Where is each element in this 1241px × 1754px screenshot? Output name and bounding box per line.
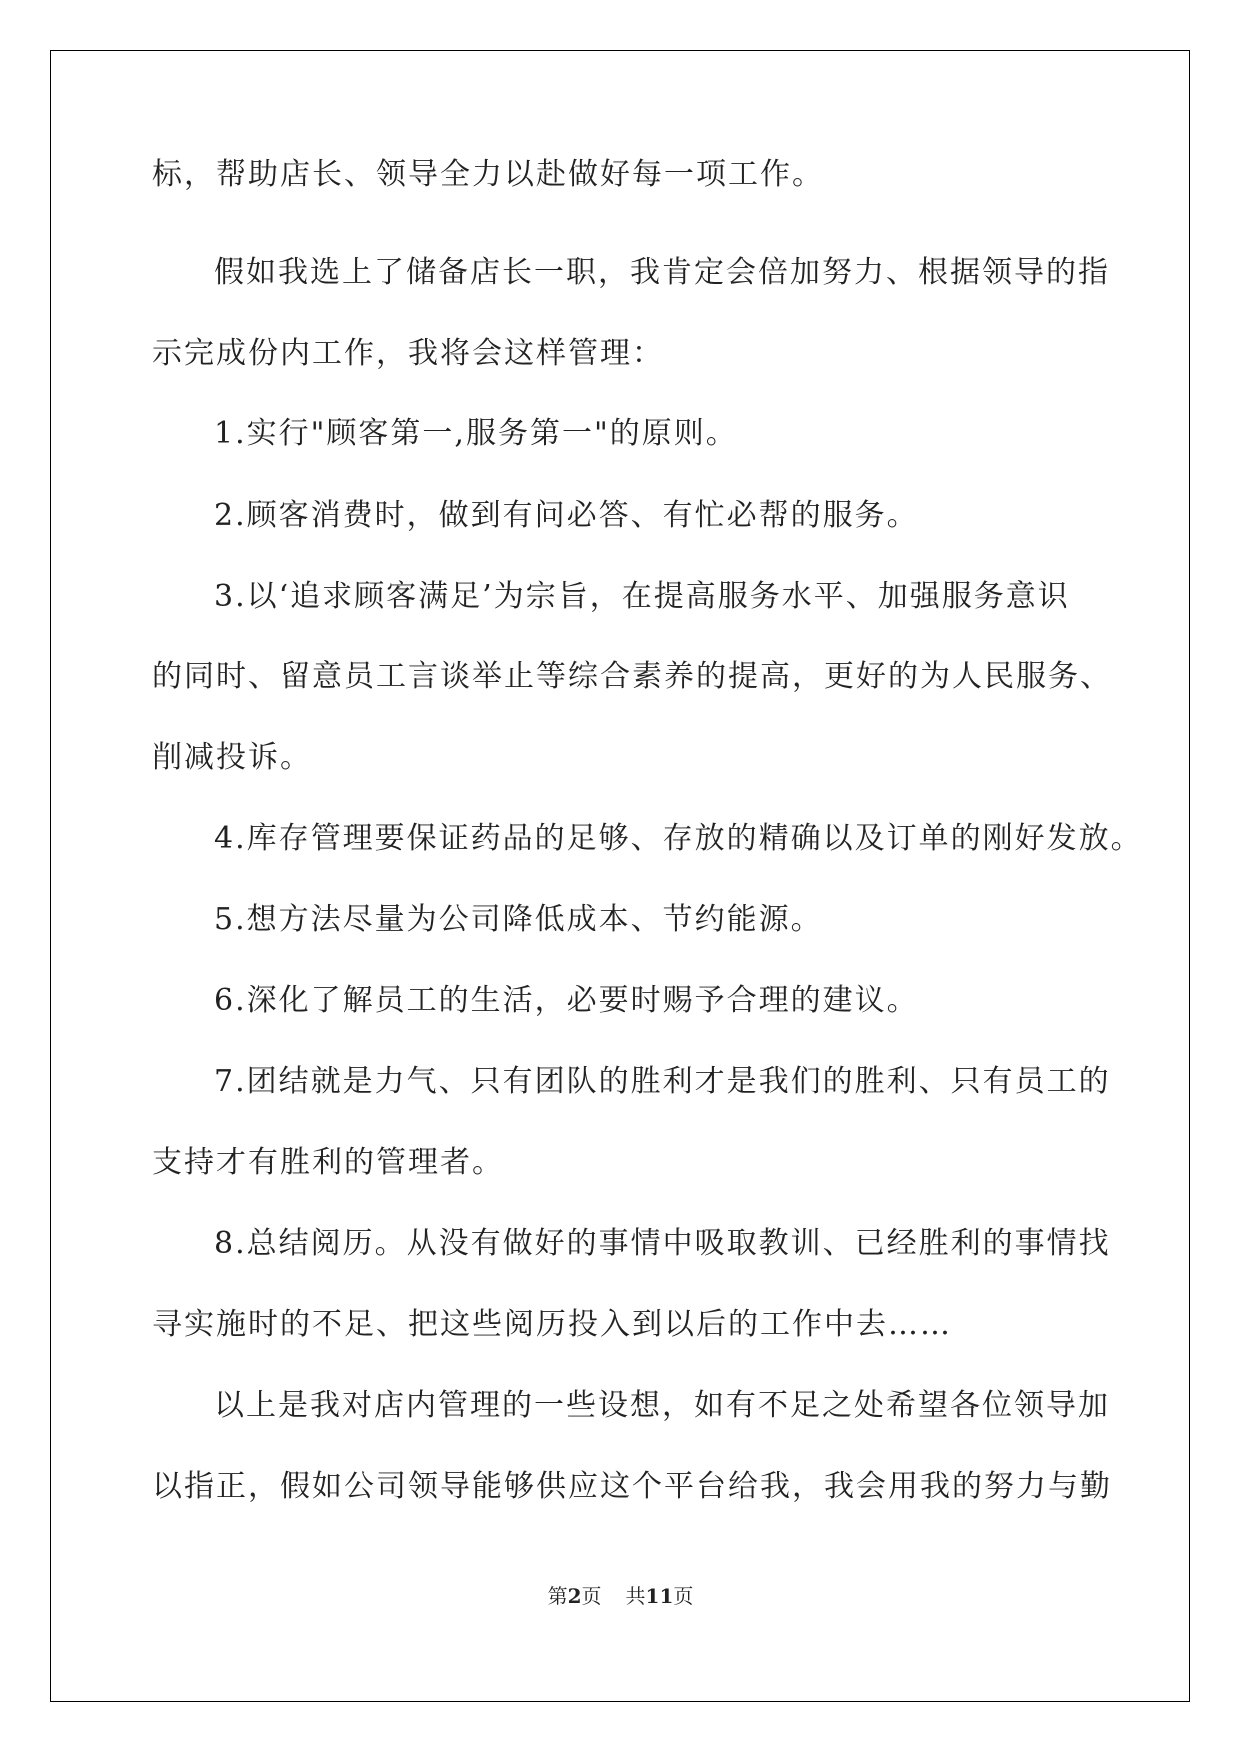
list-item-6: 6.深化了解员工的生活，必要时赐予合理的建议。 — [214, 983, 919, 1018]
text-line: 的同时、留意员工言谈举止等综合素养的提高，更好的为人民服务、 — [152, 659, 1112, 694]
text-line: 支持才有胜利的管理者。 — [152, 1145, 504, 1180]
page-suffix: 页 — [581, 1584, 602, 1608]
list-item-5: 5.想方法尽量为公司降低成本、节约能源。 — [214, 902, 823, 937]
page-prefix: 第 — [547, 1584, 568, 1608]
total-page-count: 11 — [645, 1584, 674, 1608]
paragraph-first-line: 假如我选上了储备店长一职，我肯定会倍加努力、根据领导的指 — [214, 255, 1110, 290]
page-footer — [0, 1582, 1241, 1610]
text-line: 标，帮助店长、领导全力以赴做好每一项工作。 — [152, 157, 824, 192]
text-line: 示完成份内工作，我将会这样管理： — [152, 336, 664, 371]
list-item-8: 8.总结阅历。从没有做好的事情中吸取教训、已经胜利的事情找 — [214, 1226, 1111, 1261]
current-page-number: 2 — [567, 1584, 582, 1608]
paragraph-first-line: 以上是我对店内管理的一些设想，如有不足之处希望各位领导加 — [214, 1388, 1110, 1423]
list-item-1: 1.实行"顾客第一,服务第一"的原则。 — [214, 416, 738, 451]
list-item-2: 2.顾客消费时，做到有问必答、有忙必帮的服务。 — [214, 498, 919, 533]
text-line: 削减投诉。 — [152, 740, 312, 775]
list-item-4: 4.库存管理要保证药品的足够、存放的精确以及订单的刚好发放。 — [214, 821, 1143, 856]
text-line: 以指正，假如公司领导能够供应这个平台给我，我会用我的努力与勤 — [152, 1469, 1112, 1504]
text-line: 寻实施时的不足、把这些阅历投入到以后的工作中去…… — [152, 1307, 952, 1342]
total-prefix: 共 — [625, 1584, 646, 1608]
list-item-7: 7.团结就是力气、只有团队的胜利才是我们的胜利、只有员工的 — [214, 1064, 1111, 1099]
list-item-3: 3.以‘追求顾客满足’为宗旨，在提高服务水平、加强服务意识 — [214, 579, 1070, 614]
total-suffix: 页 — [673, 1584, 694, 1608]
